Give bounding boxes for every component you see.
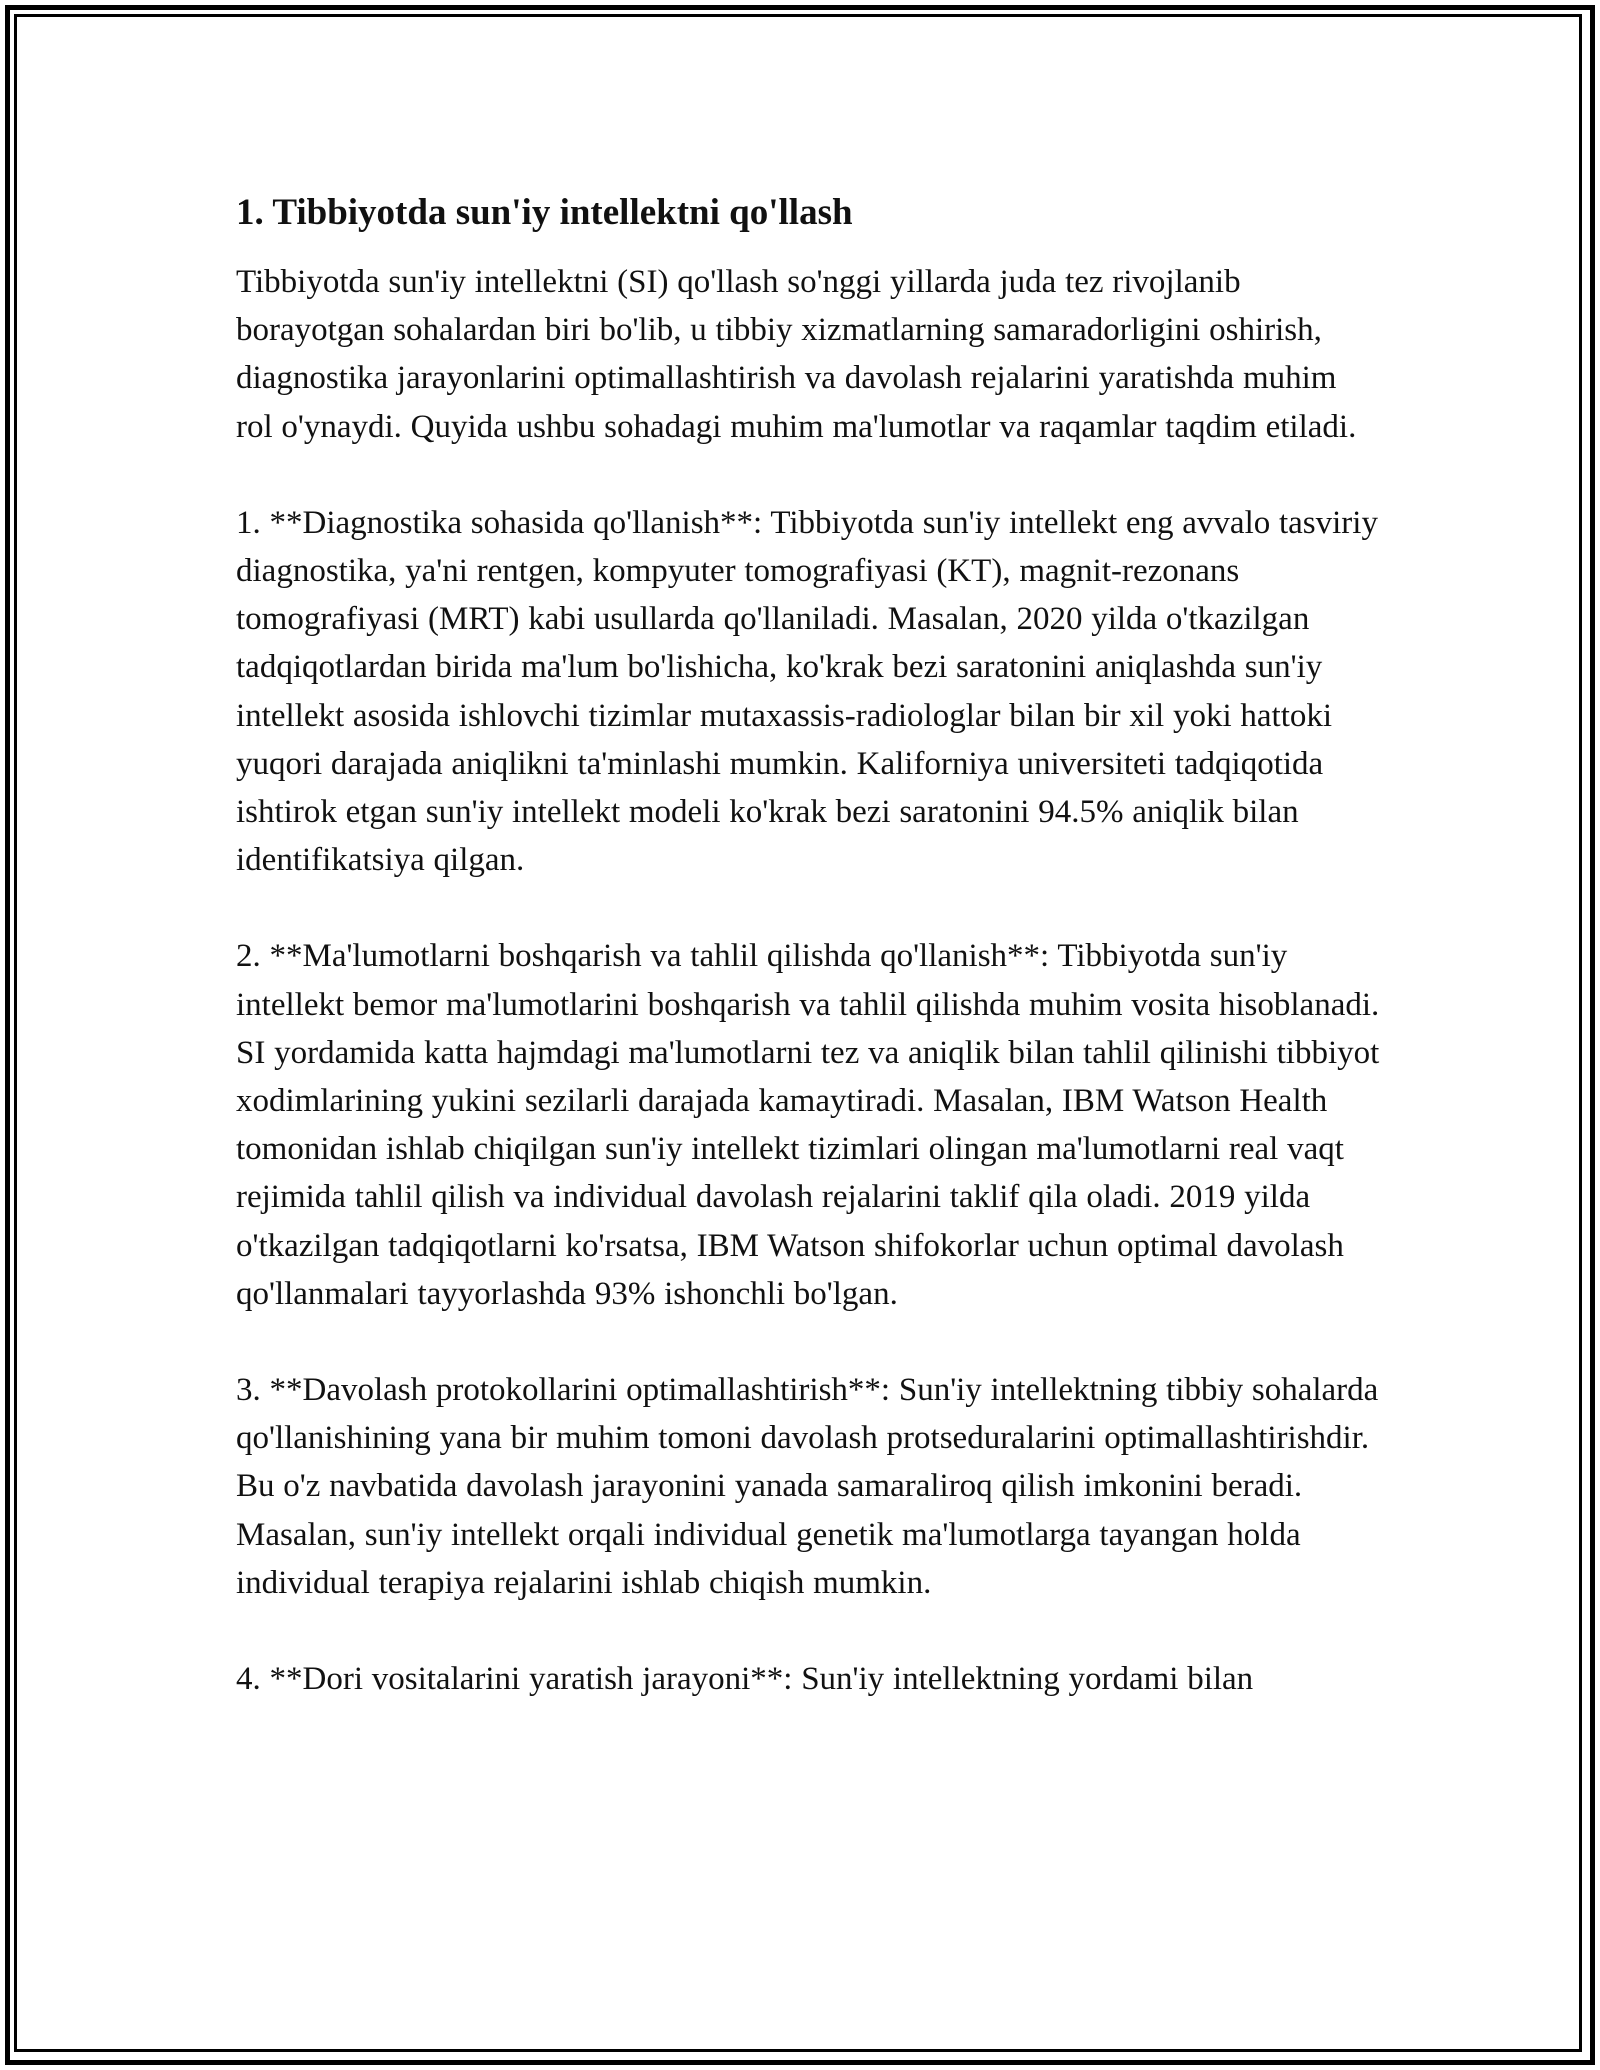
paragraph-data-management: 2. **Ma'lumotlarni boshqarish va tahlil qilishda qo'llanish**: Tibbiyotda sun'iy intellekt bemor ma'lumotlarini boshqarish va tahlil qilishda muhim vosita hisoblanadi. SI yordamida katta hajmdagi ma'lumotlarni tez va aniqlik bilan tahlil qilinishi tibbiyot xodimlarining yukini sezilarli darajada kamaytiradi. Masalan, IBM Watson Health tomonidan ishlab chiqilgan sun'iy intellekt tizimlari olingan ma'lumotlarni real vaqt rejimida tahlil qilish va individual davolash rejalarini taklif qila oladi. 2019 yilda o'tkazilgan tadqiqotlarni ko'rsatsa, IBM Watson shifokorlar uchun optimal davolash qo'llanmalari tayyorlashda 93% ishonchli bo'lgan. xyxy=(236,938,1380,1312)
paragraph-treatment-protocols: 3. **Davolash protokollarini optimallashtirish**: Sun'iy intellektning tibbiy sohalarda qo'llanishining yana bir muhim tomoni davolash protseduralarini optimallashtirishdir. Bu o'z navbatida davolash jarayonini yanada samaraliroq qilish imkonini beradi. Masalan, sun'iy intellekt orqali individual genetik ma'lumotlarga tayangan holda individual terapiya rejalarini ishlab chiqish mumkin. xyxy=(236,1372,1379,1601)
paragraph-drug-development: 4. **Dori vositalarini yaratish jarayoni**: Sun'iy intellektning yordami bilan xyxy=(236,1661,1254,1698)
intro-paragraph: Tibbiyotda sun'iy intellektni (SI) qo'llash so'nggi yillarda juda tez rivojlanib borayotgan sohalardan biri bo'lib, u tibbiy xizmatlarning samaradorligini oshirish, diagnostika jarayonlarini optimallashtirish va davolash rejalarini yaratishda muhim rol o'ynaydi. Quyida ushbu sohadagi muhim ma'lumotlar va raqamlar taqdim etiladi. xyxy=(236,264,1357,445)
document-body xyxy=(236,188,1380,1751)
section-heading: 1. Tibbiyotda sun'iy intellektni qo'llash xyxy=(236,192,853,233)
paragraph-diagnostics: 1. **Diagnostika sohasida qo'llanish**: Tibbiyotda sun'iy intellekt eng avvalo tasviriy diagnostika, ya'ni rentgen, kompyuter tomografiyasi (KT), magnit-rezonans tomografiyasi (MRT) kabi usullarda qo'llaniladi. Masalan, 2020 yilda o'tkazilgan tadqiqotlardan birida ma'lum bo'lishicha, ko'krak bezi saratonini aniqlashda sun'iy intellekt asosida ishlovchi tizimlar mutaxassis-radiologlar bilan bir xil yoki hattoki yuqori darajada aniqlikni ta'minlashi mumkin. Kaliforniya universiteti tadqiqotida ishtirok etgan sun'iy intellekt modeli ko'krak bezi saratonini 94.5% aniqlik bilan identifikatsiya qilgan. xyxy=(236,504,1378,879)
